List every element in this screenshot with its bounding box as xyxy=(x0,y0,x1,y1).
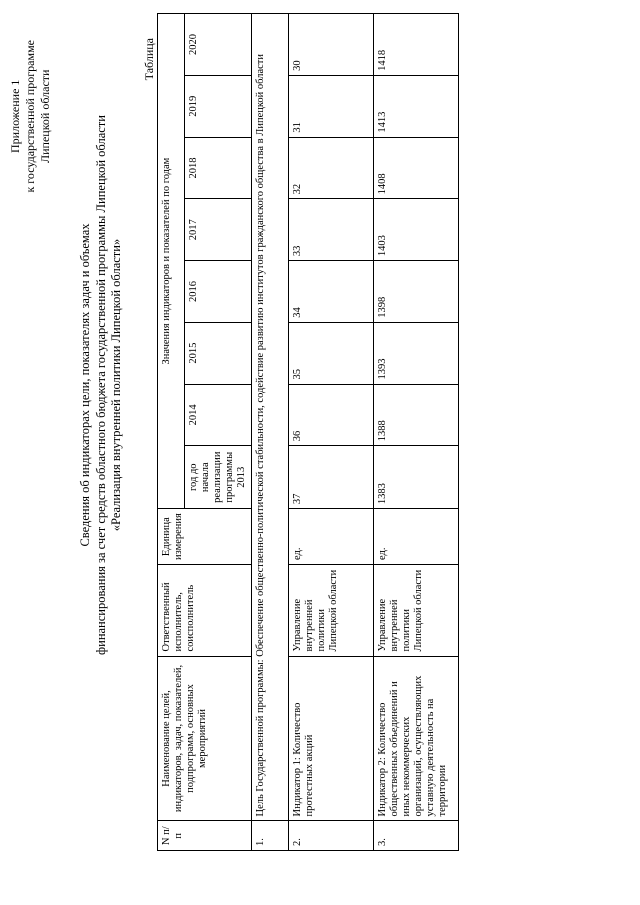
value-cell: 1393 xyxy=(374,322,459,384)
header-values-group: Значения индикаторов и показателей по годам xyxy=(158,14,185,509)
value-cell: 37 xyxy=(289,446,374,509)
value-cell: 33 xyxy=(289,199,374,261)
value-cell: 1413 xyxy=(374,75,459,137)
appendix-line-2: к государственной программе xyxy=(23,40,37,193)
executor: Управление внутренней политики Липецкой области xyxy=(374,565,459,656)
header-year-2016: 2016 xyxy=(185,261,252,323)
value-cell: 36 xyxy=(289,384,374,446)
value-cell: 1418 xyxy=(374,14,459,76)
table-row xyxy=(374,14,459,851)
goal-text: Цель Государственной программы: Обеспечение общественно-политической стабильности, содействие развитию институтов гражданского общества в Липецкой области xyxy=(252,14,289,821)
indicator-name: Индикатор 2: Количество общественных объединений и иных некоммерческих организаций, осуществляющих уставную деятельность на территории xyxy=(374,656,459,821)
value-cell: 30 xyxy=(289,14,374,76)
value-cell: 34 xyxy=(289,261,374,323)
appendix-note xyxy=(8,40,53,193)
value-cell: 35 xyxy=(289,322,374,384)
table-row xyxy=(289,14,374,851)
value-cell: 1398 xyxy=(374,261,459,323)
document-title xyxy=(78,65,125,705)
row-num: 1. xyxy=(252,821,289,851)
appendix-line-1: Приложение 1 xyxy=(8,79,22,153)
header-name: Наименование целей, индикаторов, задач, показателей, подпрограмм, основных мероприятий xyxy=(158,656,252,821)
value-cell: 1403 xyxy=(374,199,459,261)
title-line-1: Сведения об индикаторах цели, показателях задач и объемах xyxy=(78,223,92,547)
header-unit: Единица измерения xyxy=(158,509,252,565)
header-year-base: год до начала реализации программы 2013 xyxy=(185,446,252,509)
value-cell: 31 xyxy=(289,75,374,137)
title-line-3: «Реализация внутренней политики Липецкой области» xyxy=(109,238,123,532)
header-year-2015: 2015 xyxy=(185,322,252,384)
value-cell: 1408 xyxy=(374,137,459,199)
row-num: 3. xyxy=(374,821,459,851)
header-year-2020: 2020 xyxy=(185,14,252,76)
appendix-line-3: Липецкой области xyxy=(38,69,52,164)
header-year-2014: 2014 xyxy=(185,384,252,446)
unit: ед. xyxy=(374,509,459,565)
table-row-goal xyxy=(252,14,289,851)
title-line-2: финансирования за счет средств областного бюджета государственной программы Липецкой области xyxy=(93,115,108,655)
table-label: Таблица xyxy=(142,38,156,81)
value-cell: 32 xyxy=(289,137,374,199)
value-cell: 1383 xyxy=(374,446,459,509)
header-year-2018: 2018 xyxy=(185,137,252,199)
executor: Управление внутренней политики Липецкой области xyxy=(289,565,374,656)
unit: ед. xyxy=(289,509,374,565)
value-cell: 1388 xyxy=(374,384,459,446)
header-row-1 xyxy=(158,14,185,851)
indicator-name: Индикатор 1: Количество протестных акций xyxy=(289,656,374,821)
header-num: N п/п xyxy=(158,821,252,851)
row-num: 2. xyxy=(289,821,374,851)
header-year-2019: 2019 xyxy=(185,75,252,137)
indicators-table xyxy=(157,13,459,851)
header-executor: Ответственный исполнитель, соисполнитель xyxy=(158,565,252,656)
header-year-2017: 2017 xyxy=(185,199,252,261)
